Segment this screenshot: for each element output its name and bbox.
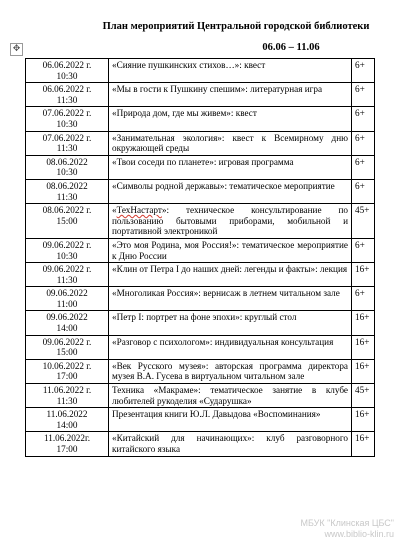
- event-date: 08.06.2022: [46, 180, 88, 191]
- event-name: «Сияние пушкинских стихов…»: квест: [109, 59, 352, 83]
- watermark-url: www.biblio-klin.ru: [324, 529, 394, 539]
- event-name: «Это моя Родина, моя Россия!»: тематическое мероприятие к Дню России: [109, 238, 352, 262]
- event-name-part: «: [112, 205, 117, 216]
- event-time: 14:00: [56, 323, 78, 334]
- event-name-part: »: техническое консультирование по пользованию бытовыми приборами, мобильной и портативной электроникой: [112, 205, 348, 237]
- age-rating: 45+: [352, 384, 375, 408]
- event-date: 08.06.2022: [46, 156, 88, 167]
- table-row: [26, 83, 375, 107]
- event-datetime-cell: [26, 263, 109, 287]
- event-date: 06.06.2022 г.: [42, 84, 92, 95]
- event-datetime-cell: [26, 408, 109, 432]
- age-rating: 6+: [352, 107, 375, 131]
- event-time: 17:00: [56, 371, 78, 382]
- event-date: 08.06.2022 г.: [42, 205, 92, 216]
- event-datetime-cell: [26, 384, 109, 408]
- event-name: Презентация книги Ю.Л. Давыдова «Воспоминания»: [109, 408, 352, 432]
- event-date: 11.06.2022 г.: [42, 385, 92, 396]
- table-row: [26, 311, 375, 335]
- event-time: 14:00: [56, 419, 78, 430]
- event-datetime-cell: [26, 83, 109, 107]
- event-datetime-cell: [26, 179, 109, 203]
- event-time: 11:30: [56, 274, 78, 285]
- age-rating: 16+: [352, 408, 375, 432]
- age-rating: 6+: [352, 155, 375, 179]
- event-date: 09.06.2022: [46, 312, 88, 323]
- event-time: 11:30: [56, 191, 78, 202]
- event-time: 11:30: [56, 94, 78, 105]
- watermark: [300, 518, 394, 540]
- event-date: 07.06.2022 г.: [42, 108, 92, 119]
- event-datetime-cell: [26, 155, 109, 179]
- event-date: 11.06.2022г.: [43, 433, 91, 444]
- event-name: «Китайский для начинающих»: клуб разговорного китайского языка: [109, 432, 352, 456]
- table-move-handle-icon[interactable]: ✥: [10, 43, 23, 56]
- age-rating: 6+: [352, 179, 375, 203]
- event-time: 10:30: [56, 250, 78, 261]
- events-table: [25, 58, 375, 457]
- table-row: [26, 155, 375, 179]
- event-time: 10:30: [56, 70, 78, 81]
- event-name: «Занимательная экология»: квест к Всемирному дню окружающей среды: [109, 131, 352, 155]
- age-rating: 6+: [352, 287, 375, 311]
- event-date: 07.06.2022 г.: [42, 132, 92, 143]
- event-time: 11:30: [56, 143, 78, 154]
- event-time: 15:00: [56, 215, 78, 226]
- watermark-org: МБУК "Клинская ЦБС": [300, 518, 394, 528]
- table-row: [26, 287, 375, 311]
- event-datetime-cell: [26, 432, 109, 456]
- event-name: «Мы в гости к Пушкину спешим»: литературная игра: [109, 83, 352, 107]
- age-rating: 16+: [352, 335, 375, 359]
- page-title: План мероприятий Центральной городской библиотеки: [102, 21, 370, 32]
- event-name: «Природа дом, где мы живем»: квест: [109, 107, 352, 131]
- table-row: [26, 238, 375, 262]
- table-row: [26, 131, 375, 155]
- event-name: «Символы родной державы»: тематическое мероприятие: [109, 179, 352, 203]
- event-time: 10:30: [56, 167, 78, 178]
- event-name: «Петр I: портрет на фоне эпохи»: круглый стол: [109, 311, 352, 335]
- table-row: [26, 432, 375, 456]
- table-row: [26, 107, 375, 131]
- age-rating: 45+: [352, 204, 375, 239]
- event-date: 11.06.2022: [46, 409, 88, 420]
- table-row: [26, 59, 375, 83]
- age-rating: 16+: [352, 263, 375, 287]
- date-range: 06.06 – 11.06: [262, 42, 320, 53]
- event-time: 17:00: [56, 444, 78, 454]
- table-row: [26, 359, 375, 383]
- table-row: [26, 384, 375, 408]
- event-date: 10.06.2022 г.: [42, 360, 92, 371]
- age-rating: 16+: [352, 432, 375, 456]
- event-time: 10:30: [56, 118, 78, 129]
- spellcheck-marked-word: ТехНастарт: [116, 205, 162, 216]
- table-row: [26, 263, 375, 287]
- event-name: «Клин от Петра I до наших дней: легенды и факты»: лекция: [109, 263, 352, 287]
- age-rating: 6+: [352, 131, 375, 155]
- event-date: 09.06.2022 г.: [42, 239, 92, 250]
- event-datetime-cell: [26, 238, 109, 262]
- age-rating: 6+: [352, 59, 375, 83]
- table-row: [26, 204, 375, 239]
- event-date: 09.06.2022 г.: [42, 264, 92, 275]
- event-name: Техника «Макраме»: тематическое занятие в клубе любителей рукоделия «Сударушка»: [109, 384, 352, 408]
- event-datetime-cell: [26, 335, 109, 359]
- event-name: [109, 204, 352, 239]
- event-date: 09.06.2022: [46, 288, 88, 299]
- event-datetime-cell: [26, 287, 109, 311]
- event-datetime-cell: [26, 107, 109, 131]
- age-rating: 6+: [352, 83, 375, 107]
- event-datetime-cell: [26, 59, 109, 83]
- table-row: [26, 335, 375, 359]
- age-rating: 16+: [352, 359, 375, 383]
- event-name: «Многоликая Россия»: вернисаж в летнем читальном зале: [109, 287, 352, 311]
- table-row: [26, 179, 375, 203]
- event-time: 11:30: [56, 395, 78, 406]
- event-date: 09.06.2022 г.: [42, 336, 92, 347]
- event-datetime-cell: [26, 311, 109, 335]
- event-datetime-cell: [26, 204, 109, 239]
- event-name: «Век Русского музея»: авторская программа директора музея В.А. Гусева в виртуальном читальном зале: [109, 359, 352, 383]
- event-time: 15:00: [56, 347, 78, 358]
- event-date: 06.06.2022 г.: [42, 60, 92, 70]
- event-name: «Разговор с психологом»: индивидуальная консультация: [109, 335, 352, 359]
- event-name: «Твои соседи по планете»: игровая программа: [109, 155, 352, 179]
- table-row: [26, 408, 375, 432]
- age-rating: 16+: [352, 311, 375, 335]
- event-datetime-cell: [26, 359, 109, 383]
- event-datetime-cell: [26, 131, 109, 155]
- event-time: 11:00: [56, 298, 78, 309]
- age-rating: 6+: [352, 238, 375, 262]
